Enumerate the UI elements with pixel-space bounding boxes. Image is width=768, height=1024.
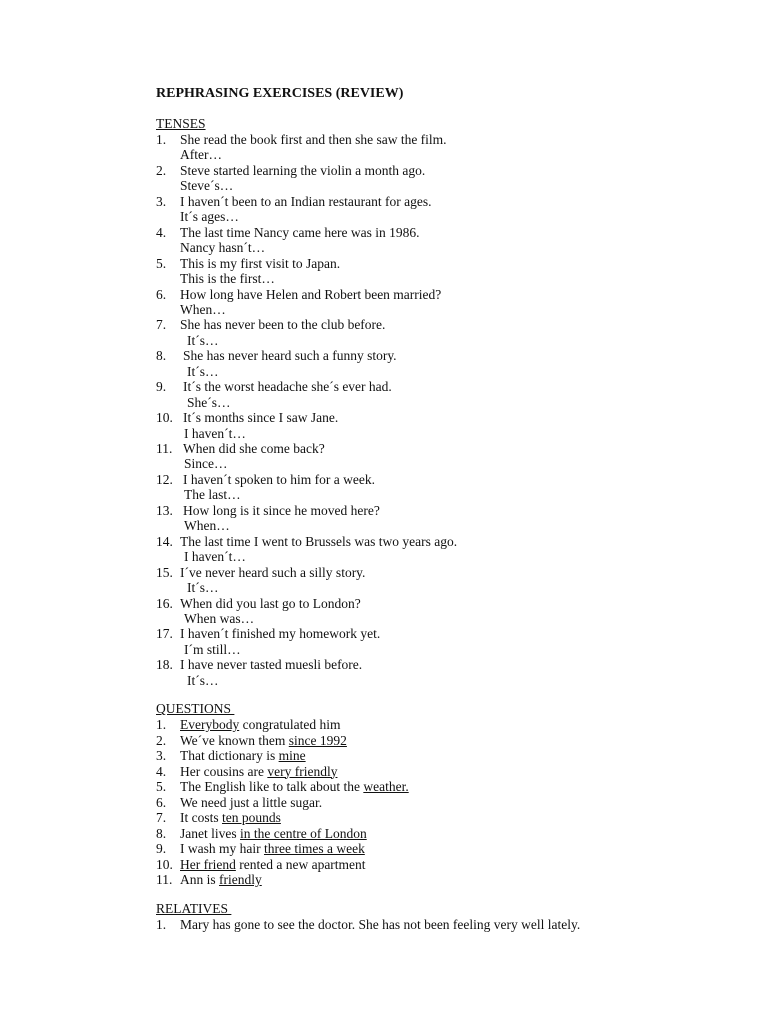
item-question: The last time Nancy came here was in 1986. bbox=[180, 224, 420, 240]
item-number: 13. bbox=[156, 502, 173, 518]
item-question: She has never been to the club before. bbox=[180, 317, 386, 333]
item-number: 12. bbox=[156, 471, 173, 487]
item-number: 1. bbox=[156, 132, 167, 147]
item-answer-prompt: She´s… bbox=[187, 394, 231, 410]
item-answer-prompt: After… bbox=[180, 147, 222, 163]
item-question: I haven´t finished my homework yet. bbox=[180, 626, 381, 642]
item-number: 15. bbox=[156, 564, 173, 580]
item-answer-prompt: I´m still… bbox=[184, 641, 241, 657]
item-question: I have never tasted muesli before. bbox=[180, 657, 363, 673]
item-number: 10. bbox=[156, 856, 173, 872]
item-number: 5. bbox=[156, 779, 167, 794]
underlined-phrase: three times a week bbox=[263, 841, 365, 856]
section-heading-relatives: RELATIVES bbox=[156, 901, 232, 916]
item-sentence bbox=[180, 733, 347, 749]
item-question: Mary has gone to see the doctor. She has not been feeling very well lately. bbox=[180, 917, 581, 932]
item-sentence bbox=[180, 872, 262, 888]
item-question: The last time I went to Brussels was two years ago. bbox=[180, 533, 458, 549]
underlined-phrase: Everybody bbox=[180, 717, 240, 732]
item-sentence bbox=[180, 779, 409, 795]
item-answer-prompt: It´s ages… bbox=[180, 209, 239, 225]
document-title: REPHRASING EXERCISES (REVIEW) bbox=[156, 86, 404, 101]
item-answer-prompt: This is the first… bbox=[180, 271, 275, 287]
item-answer-prompt: When was… bbox=[184, 610, 255, 626]
item-number: 18. bbox=[156, 657, 173, 673]
item-sentence bbox=[180, 748, 306, 764]
item-sentence bbox=[180, 717, 340, 733]
item-number: 4. bbox=[156, 763, 167, 779]
item-number: 6. bbox=[156, 286, 167, 302]
item-number: 14. bbox=[156, 533, 173, 549]
item-answer-prompt: Steve´s… bbox=[180, 178, 234, 194]
item-answer-prompt: When… bbox=[180, 301, 226, 317]
item-number: 8. bbox=[156, 348, 167, 364]
item-sentence bbox=[180, 795, 322, 811]
item-number: 17. bbox=[156, 626, 173, 642]
item-number: 3. bbox=[156, 748, 167, 763]
sentence-text: rented a new apartment bbox=[235, 856, 366, 872]
underlined-phrase: since 1992 bbox=[288, 732, 347, 748]
item-sentence bbox=[180, 841, 365, 857]
item-answer-prompt: I haven´t… bbox=[184, 425, 246, 441]
item-question: I haven´t spoken to him for a week. bbox=[183, 471, 375, 487]
item-answer-prompt: It´s… bbox=[187, 672, 219, 688]
item-sentence bbox=[180, 764, 337, 780]
item-question: I haven´t been to an Indian restaurant for ages. bbox=[180, 193, 432, 209]
item-question: How long have Helen and Robert been married? bbox=[180, 286, 442, 302]
sentence-text: The English like to talk about the bbox=[180, 779, 364, 794]
item-number: 2. bbox=[156, 732, 167, 748]
underlined-phrase: in the centre of London bbox=[240, 825, 367, 841]
item-number: 9. bbox=[156, 841, 167, 856]
item-number: 1. bbox=[156, 717, 167, 732]
sentence-text: Ann is bbox=[180, 872, 220, 887]
item-number: 2. bbox=[156, 162, 167, 178]
underlined-phrase: friendly bbox=[219, 872, 262, 887]
item-answer-prompt: It´s… bbox=[187, 580, 219, 596]
underlined-phrase: Her friend bbox=[180, 856, 236, 872]
item-number: 8. bbox=[156, 825, 167, 841]
item-sentence bbox=[180, 857, 366, 873]
sentence-text: We need just a little sugar. bbox=[180, 794, 323, 810]
item-number: 5. bbox=[156, 255, 167, 271]
item-number: 10. bbox=[156, 410, 173, 426]
item-answer-prompt: When… bbox=[184, 518, 230, 534]
item-sentence bbox=[180, 826, 367, 842]
underlined-phrase: very friendly bbox=[267, 763, 338, 779]
section-heading-questions: QUESTIONS bbox=[156, 701, 235, 716]
underlined-phrase: ten pounds bbox=[222, 810, 281, 825]
item-number: 11. bbox=[156, 872, 173, 887]
item-question: She has never heard such a funny story. bbox=[183, 348, 397, 364]
sentence-text: It costs bbox=[180, 810, 222, 825]
item-number: 4. bbox=[156, 224, 167, 240]
sentence-text: I wash my hair bbox=[180, 841, 264, 856]
item-answer-prompt: It´s… bbox=[187, 363, 219, 379]
item-number: 6. bbox=[156, 794, 167, 810]
item-answer-prompt: Nancy hasn´t… bbox=[180, 240, 266, 256]
sentence-text: Janet lives bbox=[180, 825, 240, 841]
item-sentence bbox=[180, 810, 281, 826]
sentence-text: That dictionary is bbox=[180, 748, 279, 763]
underlined-phrase: mine bbox=[278, 748, 306, 763]
item-answer-prompt: It´s… bbox=[187, 332, 219, 348]
sentence-text: We´ve known them bbox=[180, 732, 289, 748]
item-number: 3. bbox=[156, 193, 167, 209]
item-number: 7. bbox=[156, 810, 167, 825]
item-question: She read the book first and then she saw the film. bbox=[180, 132, 447, 147]
item-answer-prompt: I haven´t… bbox=[184, 549, 246, 565]
section-heading-tenses: TENSES bbox=[156, 116, 206, 131]
item-number: 16. bbox=[156, 595, 173, 611]
item-question: It´s the worst headache she´s ever had. bbox=[183, 379, 392, 395]
item-question: I´ve never heard such a silly story. bbox=[180, 564, 366, 580]
underlined-phrase: weather. bbox=[363, 779, 409, 794]
item-question: It´s months since I saw Jane. bbox=[183, 410, 339, 426]
item-number: 7. bbox=[156, 317, 167, 333]
sentence-text: Her cousins are bbox=[180, 763, 268, 779]
item-question: Steve started learning the violin a month ago. bbox=[180, 162, 426, 178]
item-question: This is my first visit to Japan. bbox=[180, 255, 341, 271]
item-question: When did she come back? bbox=[183, 441, 325, 456]
item-answer-prompt: Since… bbox=[184, 456, 228, 472]
item-number: 9. bbox=[156, 379, 167, 395]
item-number: 11. bbox=[156, 441, 173, 456]
item-question: How long is it since he moved here? bbox=[183, 502, 380, 518]
item-question: When did you last go to London? bbox=[180, 595, 361, 611]
sentence-text: congratulated him bbox=[239, 717, 341, 732]
item-number: 1. bbox=[156, 917, 167, 932]
item-answer-prompt: The last… bbox=[184, 487, 241, 503]
